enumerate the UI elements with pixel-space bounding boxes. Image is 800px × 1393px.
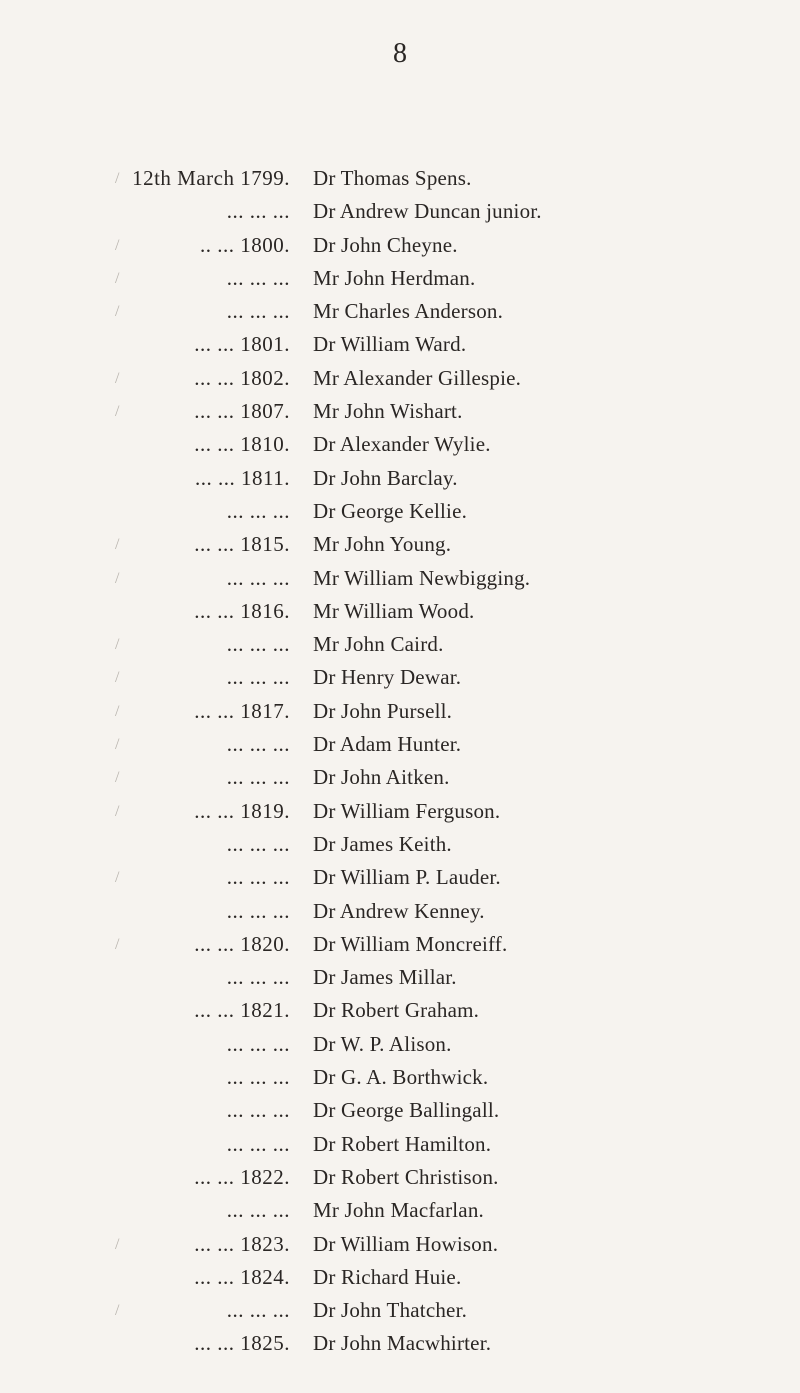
entry-name: Dr George Kellie. [313,498,468,523]
list-item [0,1294,800,1327]
entry-date: ... ... ... [226,1198,290,1223]
entry-name: Dr G. A. Borthwick. [313,1065,489,1090]
list-item [0,195,800,228]
entry-date: .. ... 1800. [200,232,290,257]
list-item [0,928,800,961]
entry-name: Mr William Wood. [313,598,475,623]
entry-name: Mr John Wishart. [313,399,463,424]
list-item [0,895,800,928]
page-number: 8 [393,38,407,69]
pencil-tick-mark: / [115,303,120,321]
entry-date: ... ... ... [226,299,290,324]
entry-name: Dr John Cheyne. [313,232,458,257]
entry-date: ... ... ... [226,265,290,290]
list-item [0,661,800,694]
entry-date: ... ... 1819. [194,798,290,823]
entry-name: Dr Alexander Wylie. [313,432,491,457]
entry-date: ... ... ... [226,565,290,590]
list-item [0,262,800,295]
pencil-tick-mark: / [115,935,120,953]
entry-date: ... ... 1820. [194,931,290,956]
entry-name: Dr Adam Hunter. [313,732,462,757]
entry-name: Mr William Newbigging. [313,565,531,590]
member-list [0,162,800,1361]
list-item [0,1028,800,1061]
pencil-tick-mark: / [115,269,120,287]
pencil-tick-mark: / [115,1235,120,1253]
entry-date: ... ... ... [226,1298,290,1323]
entry-date: ... ... 1821. [194,998,290,1023]
entry-name: Dr William Ward. [313,332,467,357]
entry-date: ... ... 1822. [194,1164,290,1189]
list-item [0,462,800,495]
entry-date: ... ... ... [226,1065,290,1090]
list-item [0,961,800,994]
entry-date: ... ... ... [226,1131,290,1156]
entry-date: ... ... 1815. [194,532,290,557]
entry-date: ... ... ... [226,831,290,856]
entry-name: Dr John Barclay. [313,465,458,490]
list-item [0,994,800,1027]
entry-date: ... ... ... [226,765,290,790]
entry-name: Dr Richard Huie. [313,1264,462,1289]
entry-name: Dr John Thatcher. [313,1298,468,1323]
entry-name: Dr Robert Graham. [313,998,480,1023]
entry-date: ... ... 1802. [194,365,290,390]
entry-date: ... ... ... [226,898,290,923]
entry-name: Mr John Macfarlan. [313,1198,484,1223]
pencil-tick-mark: / [115,769,120,787]
pencil-tick-mark: / [115,403,120,421]
pencil-tick-mark: / [115,1302,120,1320]
pencil-tick-mark: / [115,702,120,720]
pencil-tick-mark: / [115,669,120,687]
entry-date: ... ... 1817. [194,698,290,723]
entry-date: ... ... 1823. [194,1231,290,1256]
entry-name: Dr Robert Christison. [313,1164,499,1189]
entry-name: Dr W. P. Alison. [313,1031,452,1056]
list-item [0,728,800,761]
entry-name: Dr Thomas Spens. [313,166,472,190]
entry-name: Mr Alexander Gillespie. [313,365,522,390]
entry-date: ... ... ... [226,632,290,657]
entry-date: ... ... 1807. [194,399,290,424]
list-item [0,328,800,361]
list-item [0,861,800,894]
list-item [0,395,800,428]
list-item [0,295,800,328]
entry-name: Dr John Aitken. [313,765,450,790]
entry-name: Dr George Ballingall. [313,1098,500,1123]
pencil-tick-mark: / [115,736,120,754]
entry-date: ... ... ... [226,1098,290,1123]
entry-date: ... ... ... [226,965,290,990]
pencil-tick-mark: / [115,636,120,654]
list-item [0,795,800,828]
entry-name: Dr William Moncreiff. [313,931,508,956]
entry-name: Dr Henry Dewar. [313,665,462,690]
entry-name: Dr James Keith. [313,831,452,856]
entry-name: Dr William Ferguson. [313,798,501,823]
list-item [0,162,800,195]
pencil-tick-mark: / [115,536,120,554]
list-item [0,1061,800,1094]
entry-name: Dr William P. Lauder. [313,865,501,890]
list-item [0,761,800,794]
list-item [0,1161,800,1194]
list-item [0,1194,800,1227]
pencil-tick-mark: / [115,569,120,587]
entry-date: ... ... 1824. [194,1264,290,1289]
list-item [0,595,800,628]
entry-name: Dr Robert Hamilton. [313,1131,492,1156]
pencil-tick-mark: / [115,236,120,254]
entry-date: ... ... ... [226,865,290,890]
pencil-tick-mark: / [115,369,120,387]
entry-name: Dr Andrew Duncan junior. [313,199,542,224]
list-item [0,495,800,528]
list-item [0,695,800,728]
list-item [0,1094,800,1127]
list-item [0,1327,800,1360]
pencil-tick-mark: / [115,170,120,187]
entry-name: Dr John Macwhirter. [313,1331,492,1356]
entry-date: ... ... 1811. [195,465,290,490]
list-item [0,1128,800,1161]
entry-date: ... ... ... [226,665,290,690]
pencil-tick-mark: / [115,802,120,820]
list-item [0,229,800,262]
list-item [0,628,800,661]
list-item [0,1228,800,1261]
entry-name: Mr John Young. [313,532,452,557]
entry-date: ... ... ... [226,498,290,523]
entry-date: ... ... 1801. [194,332,290,357]
entry-name: Dr Andrew Kenney. [313,898,485,923]
list-item [0,562,800,595]
list-item [0,528,800,561]
list-item [0,828,800,861]
entry-name: Mr John Caird. [313,632,444,657]
entry-date: ... ... 1810. [194,432,290,457]
entry-date: ... ... ... [226,1031,290,1056]
entry-date: ... ... ... [226,199,290,224]
entry-name: Mr Charles Anderson. [313,299,504,324]
entry-name: Dr James Millar. [313,965,457,990]
entry-date: ... ... ... [226,732,290,757]
pencil-tick-mark: / [115,869,120,887]
list-item [0,1261,800,1294]
entry-name: Mr John Herdman. [313,265,476,290]
entry-name: Dr William Howison. [313,1231,499,1256]
entry-date: ... ... 1825. [194,1331,290,1356]
list-item [0,428,800,461]
entry-date: 12th March 1799. [132,166,290,190]
list-item [0,362,800,395]
entry-name: Dr John Pursell. [313,698,453,723]
entry-date: ... ... 1816. [194,598,290,623]
